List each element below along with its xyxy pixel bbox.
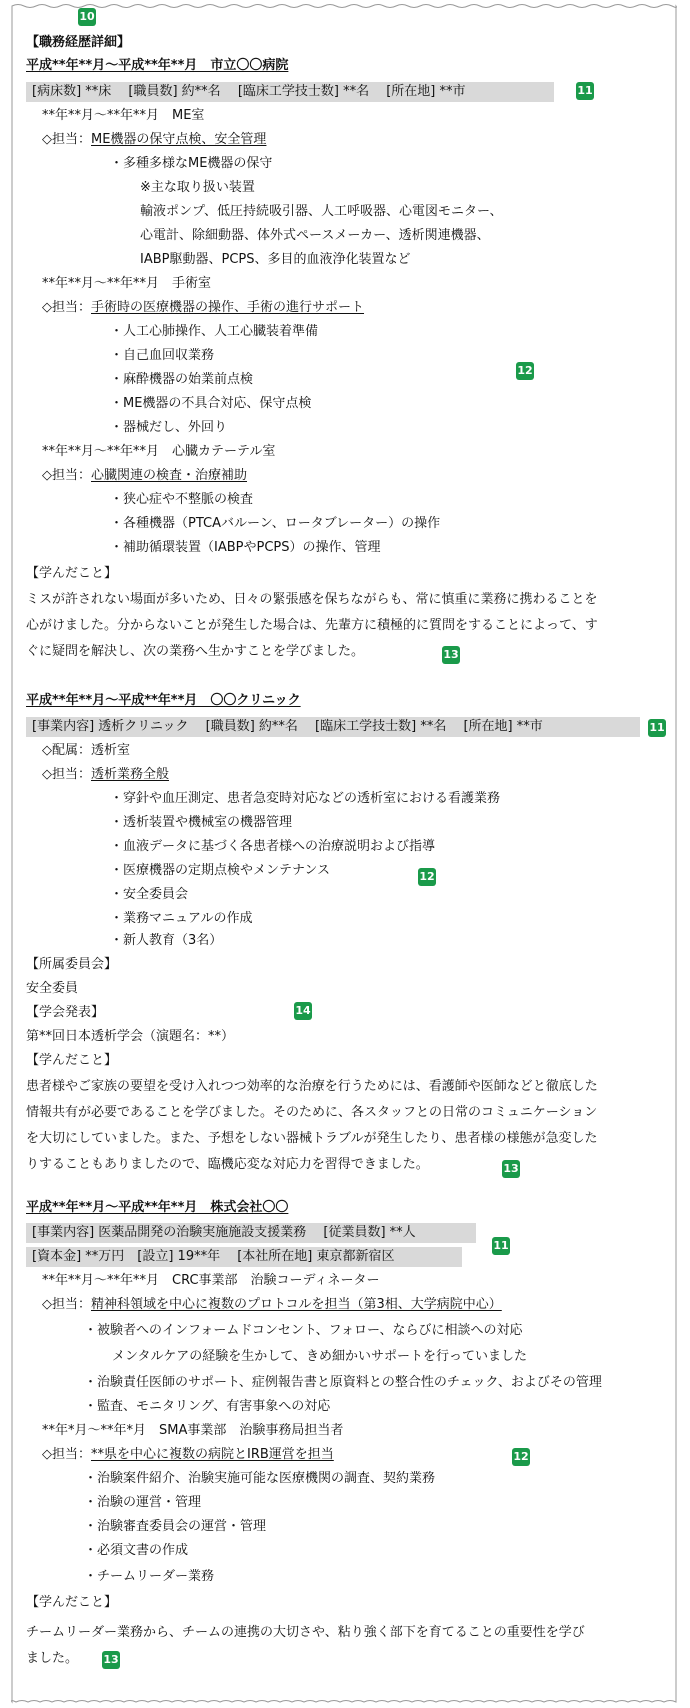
employer-info-1-text: [病床数] **床 [職員数] 約**名 [臨床工学技士数] **名 [所在地] **市	[32, 84, 466, 99]
cath-item: ・各種機器（PTCAバルーン、ロータブレーター）の操作	[110, 516, 441, 531]
op-duty-text: 手術時の医療機器の操作、手術の進行サポート	[91, 300, 365, 315]
employer-info-2	[26, 717, 640, 737]
op-item: ・ME機器の不具合対応、保守点検	[110, 396, 312, 411]
marker-13: 13	[102, 1651, 120, 1669]
op-duty-label: ◇担当：	[42, 300, 91, 315]
me-duty-text: ME機器の保守点検、安全管理	[91, 132, 267, 147]
learn-line-2: を大切にしていました。また、予想をしない器械トラブルが発生したり、患者様の様態が急変した	[26, 1131, 598, 1146]
crc-item: ・監査、モニタリング、有害事象への対応	[84, 1399, 331, 1414]
clinic-duty-label: ◇担当：	[42, 767, 91, 782]
marker-14: 14	[294, 1002, 312, 1020]
me-item: 輸液ポンプ、低圧持続吸引器、人工呼吸器、心電図モニター、	[140, 204, 503, 219]
sma-item: ・治験案件紹介、治験実施可能な医療機関の調査、契約業務	[84, 1471, 436, 1486]
crc-item: ・被験者へのインフォームドコンセント、フォロー、ならびに相談への対応	[84, 1323, 523, 1338]
employer-info-3b	[26, 1247, 462, 1267]
me-item: IABP駆動器、PCPS、多目的血液浄化装置など	[140, 252, 411, 267]
employer-info-2-text: [事業内容] 透析クリニック [職員数] 約**名 [臨床工学技士数] **名 [所在地] **市	[32, 719, 543, 734]
cath-duty-text: 心臓関連の検査・治療補助	[91, 468, 248, 483]
cath-item: ・狭心症や不整脈の検査	[110, 492, 254, 507]
committee-title: 【所属委員会】	[26, 957, 118, 972]
clinic-item: ・業務マニュアルの作成	[110, 911, 253, 926]
crc-item: メンタルケアの経験を生かして、きめ細かいサポートを行っていました	[112, 1349, 527, 1364]
marker-11: 11	[648, 719, 666, 737]
me-duty-label: ◇担当：	[42, 132, 91, 147]
me-item: 心電計、除細動器、体外式ペースメーカー、透析関連機器、	[140, 228, 490, 243]
employer-info-3a-text: [事業内容] 医薬品開発の治験実施施設支援業務 [従業員数] **人	[32, 1225, 416, 1240]
clinic-duty-text: 透析業務全般	[91, 767, 170, 782]
marker-10: 10	[78, 8, 96, 26]
op-duty	[42, 299, 364, 317]
clinic-assign: ◇配属：透析室	[42, 743, 130, 758]
crc-duty-label: ◇担当：	[42, 1297, 91, 1312]
op-item: ・人工心肺操作、人工心臓装着準備	[110, 324, 319, 339]
employer-period-2: 平成**年**月～平成**年**月 〇〇クリニック	[26, 693, 301, 708]
op-period: **年**月～**年**月 手術室	[42, 276, 212, 291]
cath-duty-label: ◇担当：	[42, 468, 91, 483]
learn-title-1: 【学んだこと】	[26, 566, 118, 581]
cath-period: **年**月～**年**月 心臓カテーテル室	[42, 444, 276, 459]
learn-line-2: 情報共有が必要であることを学びました。そのために、各スタッフとの日常のコミュニケーション	[26, 1105, 598, 1120]
learn-line-2: 患者様やご家族の要望を受け入れつつ効率的な治療を行うためには、看護師や医師などと徹底した	[26, 1079, 598, 1094]
crc-duty-text: 精神科領域を中心に複数のプロトコルを担当（第3相、大学病院中心）	[91, 1297, 502, 1312]
clinic-item: ・血液データに基づく各患者様への治療説明および指導	[110, 839, 436, 854]
sma-item: ・治験の運営・管理	[84, 1495, 202, 1510]
clinic-duty	[42, 766, 169, 784]
op-item: ・麻酔機器の始業前点検	[110, 372, 254, 387]
cath-item: ・補助循環装置（IABPやPCPS）の操作、管理	[110, 540, 381, 555]
marker-13: 13	[502, 1160, 520, 1178]
employer-info-1	[26, 82, 554, 102]
employer-period-1: 平成**年**月～平成**年**月 市立〇〇病院	[26, 58, 289, 73]
crc-duty	[42, 1296, 502, 1314]
marker-12: 12	[516, 362, 534, 380]
sma-duty	[42, 1446, 334, 1464]
sma-period: **年*月～**年*月 SMA事業部 治験事務局担当者	[42, 1423, 344, 1438]
clinic-item: ・透析装置や機械室の機器管理	[110, 815, 293, 830]
learn-line-3: ました。	[26, 1651, 79, 1666]
employer-period-3: 平成**年**月～平成**年**月 株式会社〇〇	[26, 1200, 289, 1215]
op-item: ・自己血回収業務	[110, 348, 215, 363]
sma-item: ・チームリーダー業務	[84, 1569, 215, 1584]
crc-period: **年**月～**年**月 CRC事業部 治験コーディネーター	[42, 1273, 380, 1288]
learn-line-1: 心がけました。分からないことが発生した場合は、先輩方に積極的に質問をすることによって、す	[26, 618, 598, 633]
learn-line-1: ミスが許されない場面が多いため、日々の緊張感を保ちながらも、常に慎重に業務に携わることを	[26, 592, 598, 607]
op-item: ・器械だし、外回り	[110, 420, 228, 435]
clinic-item: ・安全委員会	[110, 887, 189, 902]
sma-item: ・必須文書の作成	[84, 1543, 189, 1558]
learn-line-3: チームリーダー業務から、チームの連携の大切さや、粘り強く部下を育てることの重要性を学び	[26, 1625, 585, 1640]
marker-12: 12	[512, 1448, 530, 1466]
marker-11: 11	[492, 1237, 510, 1255]
marker-11: 11	[576, 82, 594, 100]
marker-12: 12	[418, 868, 436, 886]
sma-duty-label: ◇担当：	[42, 1447, 91, 1462]
me-duty	[42, 131, 266, 149]
clinic-item: ・新人教育（3名）	[110, 933, 223, 948]
section-heading: 【職務経歴詳細】	[26, 35, 131, 50]
me-item: ・多種多様なME機器の保守	[110, 156, 273, 171]
conf-title: 【学会発表】	[26, 1005, 105, 1020]
sma-duty-text: **県を中心に複数の病院とIRB運営を担当	[91, 1447, 334, 1462]
cath-duty	[42, 467, 247, 485]
employer-info-3a	[26, 1223, 476, 1243]
learn-title-3: 【学んだこと】	[26, 1595, 118, 1610]
committee-value: 安全委員	[26, 981, 79, 996]
learn-line-1: ぐに疑問を解決し、次の業務へ生かすことを学びました。	[26, 644, 365, 659]
conf-value: 第**回日本透析学会（演題名：**）	[26, 1029, 235, 1044]
clinic-item: ・医療機器の定期点検やメンテナンス	[110, 863, 330, 878]
clinic-item: ・穿針や血圧測定、患者急変時対応などの透析室における看護業務	[110, 791, 501, 806]
learn-line-2: りすることもありましたので、臨機応変な対応力を習得できました。	[26, 1157, 429, 1172]
me-period: **年**月～**年**月 ME室	[42, 108, 205, 123]
learn-title-2: 【学んだこと】	[26, 1053, 118, 1068]
sma-item: ・治験審査委員会の運営・管理	[84, 1519, 267, 1534]
crc-item: ・治験責任医師のサポート、症例報告書と原資料との整合性のチェック、およびその管理	[84, 1375, 602, 1390]
employer-info-3b-text: [資本金] **万円 [設立] 19**年 [本社所在地] 東京都新宿区	[32, 1249, 395, 1264]
me-item: ※主な取り扱い装置	[140, 180, 255, 195]
marker-13: 13	[442, 646, 460, 664]
